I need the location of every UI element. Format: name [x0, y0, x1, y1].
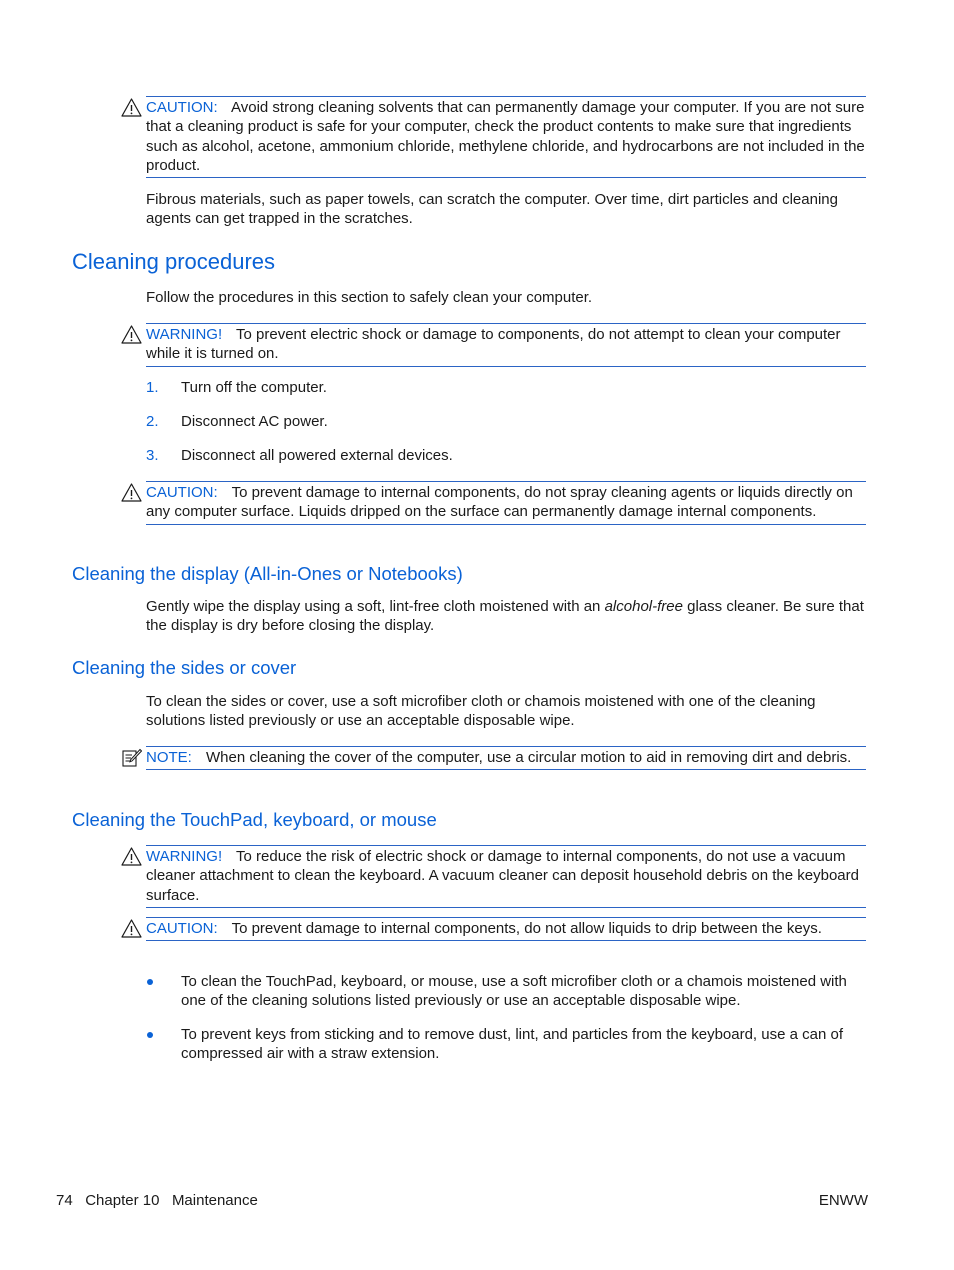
bullet-dot — [147, 979, 153, 985]
step-text: Disconnect all powered external devices. — [181, 447, 453, 464]
warning-label: WARNING! — [146, 848, 223, 865]
caution-text: Avoid strong cleaning solvents that can permanently damage your computer. If you are not sure that a cleaning product is safe for your computer, check the product contents to make sure that ingredients such as alcohol, acetone, ammonium chloride, methylene chloride, and hydrocarbons are not included in the product. — [146, 99, 865, 174]
step-number: 3. — [146, 447, 159, 464]
bullet-text: To prevent keys from sticking and to remove dust, lint, and particles from the keyboard, use a can of compressed air with a straw extension. — [181, 1026, 843, 1063]
note-label: NOTE: — [146, 749, 192, 766]
bullet-item — [146, 1025, 868, 1064]
fibrous-paragraph: Fibrous materials, such as paper towels, can scratch the computer. Over time, dirt particles and cleaning agents can get trapped in the scratches. — [146, 191, 838, 228]
warning-triangle-icon — [121, 847, 142, 866]
caution-notice — [146, 96, 866, 178]
step-text: Disconnect AC power. — [181, 413, 328, 430]
subsection-title-touchpad: Cleaning the TouchPad, keyboard, or mouse — [72, 809, 437, 830]
footer-chapter: Chapter 10 — [85, 1192, 160, 1209]
step-number: 2. — [146, 413, 159, 430]
bullet-item — [146, 972, 868, 1011]
caution-text: To prevent damage to internal components, do not spray cleaning agents or liquids directly on any computer surface. Liquids dripped on the surface can permanently damage internal components. — [146, 484, 853, 521]
warning-triangle-icon — [121, 483, 142, 502]
note-notice — [146, 746, 866, 770]
footer-right: ENWW — [818, 1192, 868, 1209]
bullet-text: To clean the TouchPad, keyboard, or mouse, use a soft microfiber cloth or a chamois moistened with one of the cleaning solutions listed previously or use an acceptable disposable wipe. — [181, 973, 847, 1010]
warning-notice — [146, 323, 866, 367]
intro-paragraph: Follow the procedures in this section to safely clean your computer. — [146, 289, 593, 306]
footer-chapter-title: Maintenance — [171, 1192, 258, 1209]
bullet-dot — [147, 1032, 153, 1038]
caution-text: To prevent damage to internal components, do not allow liquids to drip between the keys. — [231, 920, 822, 937]
step-number: 1. — [146, 379, 159, 396]
caution-label: CAUTION: — [146, 484, 218, 501]
warning-triangle-icon — [121, 98, 142, 117]
warning-triangle-icon — [121, 919, 142, 938]
subsection-title-display: Cleaning the display (All-in-Ones or Notebooks) — [72, 563, 463, 584]
page-number: 74 — [56, 1192, 73, 1209]
step-text: Turn off the computer. — [181, 379, 327, 396]
warning-text: To prevent electric shock or damage to components, do not attempt to clean your computer while it is turned on. — [146, 326, 841, 363]
warning-notice — [146, 845, 866, 908]
caution-label: CAUTION: — [146, 920, 218, 937]
display-text-italic: alcohol-free — [604, 598, 683, 615]
caution-label: CAUTION: — [146, 99, 218, 116]
footer-left — [56, 1191, 258, 1210]
display-paragraph — [146, 597, 868, 636]
warning-text: To reduce the risk of electric shock or damage to internal components, do not use a vacuum cleaner attachment to clean the keyboard. A vacuum cleaner can deposit household debris on the keyboard surface. — [146, 848, 859, 904]
warning-triangle-icon — [121, 325, 142, 344]
display-text-after: glass cleaner. Be sure that the display is dry before closing the display. — [146, 598, 864, 635]
caution-notice — [146, 917, 866, 941]
display-text-before: Gently wipe the display using a soft, lint-free cloth moistened with an — [146, 598, 605, 615]
caution-notice — [146, 481, 866, 525]
section-title: Cleaning procedures — [72, 249, 276, 274]
note-text: When cleaning the cover of the computer, use a circular motion to aid in removing dirt and debris. — [206, 749, 852, 766]
sides-paragraph: To clean the sides or cover, use a soft microfiber cloth or chamois moistened with one of the cleaning solutions listed previously or use an acceptable disposable wipe. — [146, 693, 816, 730]
warning-label: WARNING! — [146, 326, 223, 343]
note-pencil-icon — [121, 748, 142, 767]
subsection-title-sides: Cleaning the sides or cover — [72, 657, 297, 678]
